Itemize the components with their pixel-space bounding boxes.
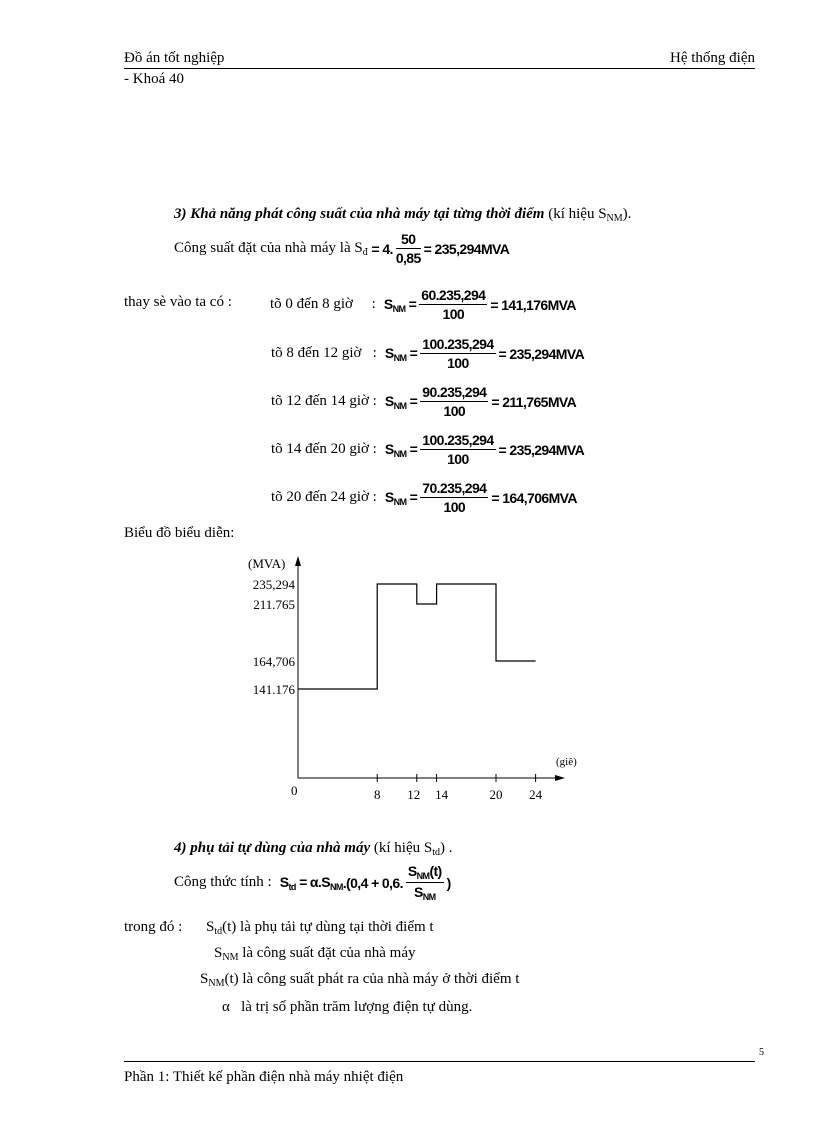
row-label: tõ 14 đến 20 giờ : bbox=[271, 441, 377, 457]
row-symbol: $S_{NM}$ = bbox=[384, 440, 418, 459]
formula-mid: .(0,4 + 0,6. bbox=[342, 874, 403, 891]
row-result: = 235,294MVA bbox=[498, 441, 585, 458]
row-fraction: $\frac{90.235,294}{100}$ bbox=[422, 384, 487, 419]
x-tick-label: 24 bbox=[529, 787, 543, 802]
y-tick-label: 141.176 bbox=[252, 682, 295, 697]
where-label: trong đó : bbox=[124, 919, 183, 935]
y-tick-label: 235,294 bbox=[252, 577, 295, 592]
row-symbol: $S_{NM}$ = bbox=[383, 295, 417, 314]
section4-heading-title: 4) phụ tải tự dùng của nhà máy bbox=[174, 840, 371, 856]
row-fraction: $\frac{70.235,294}{100}$ bbox=[422, 480, 487, 515]
x-tick-label: 20 bbox=[489, 787, 503, 802]
y-tick-label: 211.765 bbox=[253, 597, 295, 612]
capacity-row bbox=[270, 287, 576, 322]
y-axis-label: (MVA) bbox=[248, 556, 286, 571]
x-tick-label: 14 bbox=[435, 787, 449, 802]
row-label: tõ 12 đến 14 giờ : bbox=[271, 393, 377, 409]
definition-4: α là trị số phần trăm lượng điện tự dùng. bbox=[222, 999, 473, 1015]
definition-2: $S_{NM}$ là công suất đặt của nhà máy bbox=[214, 945, 416, 963]
row-result: = 164,706MVA bbox=[491, 489, 577, 506]
y-tick-label: 164,706 bbox=[252, 654, 295, 669]
section3-heading-note: (kí hiệu $S_{NM}$). bbox=[548, 206, 632, 224]
row-symbol: $S_{NM}$ = bbox=[384, 488, 418, 507]
x-axis-label: (giê) bbox=[556, 756, 577, 768]
footer-text: Phần 1: Thiết kế phần điện nhà máy nhiệt điện bbox=[124, 1069, 404, 1085]
step-series-line bbox=[298, 584, 536, 689]
row-result: = 211,765MVA bbox=[491, 393, 577, 410]
header-right: Hệ thống điện bbox=[670, 50, 755, 66]
capacity-row bbox=[271, 384, 576, 419]
header-subline: - Khoá 40 bbox=[124, 71, 184, 87]
section3-heading bbox=[174, 206, 631, 224]
formula-lhs: $S_{td}$ bbox=[279, 873, 296, 892]
footer-rule bbox=[124, 1061, 755, 1062]
definition-3: $S_{NM}(t)$ là công suất phát ra của nhà máy ở thời điểm t bbox=[200, 971, 520, 989]
row-label: tõ 8 đến 12 giờ : bbox=[271, 345, 377, 361]
formula-label: Công thức tính : bbox=[174, 874, 272, 890]
origin-label: 0 bbox=[291, 783, 298, 798]
self-use-formula bbox=[174, 863, 451, 902]
y-axis-arrow bbox=[295, 556, 301, 566]
row-result: = 141,176MVA bbox=[490, 296, 576, 313]
chart-intro: Biểu đồ biểu diễn: bbox=[124, 525, 235, 541]
installed-result: = 235,294MVA bbox=[423, 240, 510, 257]
section4-heading-note: (kí hiệu $S_{td}$) . bbox=[373, 840, 453, 858]
x-tick-label: 12 bbox=[407, 787, 421, 802]
x-axis-arrow bbox=[555, 775, 565, 781]
header-left: Đồ án tốt nghiệp bbox=[124, 50, 225, 66]
row-label: tõ 0 đến 8 giờ : bbox=[270, 296, 376, 312]
x-tick-label: 8 bbox=[373, 787, 381, 802]
header-rule bbox=[124, 68, 755, 69]
row-symbol: $S_{NM}$ = bbox=[384, 392, 418, 411]
row-symbol: $S_{NM}$ = bbox=[384, 344, 418, 363]
capacity-row bbox=[271, 480, 577, 515]
definition-1: $S_{td}(t)$ là phụ tải tự dùng tại thời điểm t bbox=[206, 919, 434, 937]
row-result: = 235,294MVA bbox=[498, 345, 585, 362]
substitution-intro: thay sè vào ta có : bbox=[124, 294, 232, 310]
formula-close: ) bbox=[446, 874, 451, 891]
section3-heading-title: 3) Khả năng phát công suất của nhà máy tại từng thời điểm bbox=[174, 206, 545, 222]
page-number: 5 bbox=[759, 1047, 764, 1058]
formula-fraction: $\frac{S_{NM}(t)}{S_{NM}}$ bbox=[407, 863, 442, 902]
row-fraction: $\frac{100.235,294}{100}$ bbox=[422, 432, 494, 467]
section4-heading bbox=[174, 840, 453, 858]
row-fraction: $\frac{100.235,294}{100}$ bbox=[422, 336, 494, 371]
row-fraction: $\frac{60.235,294}{100}$ bbox=[421, 287, 486, 322]
installed-capacity-equation bbox=[174, 231, 509, 266]
installed-fraction: $\frac{50}{0,85}$ bbox=[395, 231, 421, 266]
installed-capacity-label: Công suất đặt của nhà máy là $S_đ$ bbox=[174, 239, 368, 258]
installed-eq-prefix: = 4. bbox=[371, 240, 393, 257]
capacity-row bbox=[271, 432, 584, 467]
formula-eq: = $\alpha.S_{NM}$ bbox=[299, 873, 343, 892]
capacity-row bbox=[271, 336, 584, 371]
row-label: tõ 20 đến 24 giờ : bbox=[271, 489, 377, 505]
